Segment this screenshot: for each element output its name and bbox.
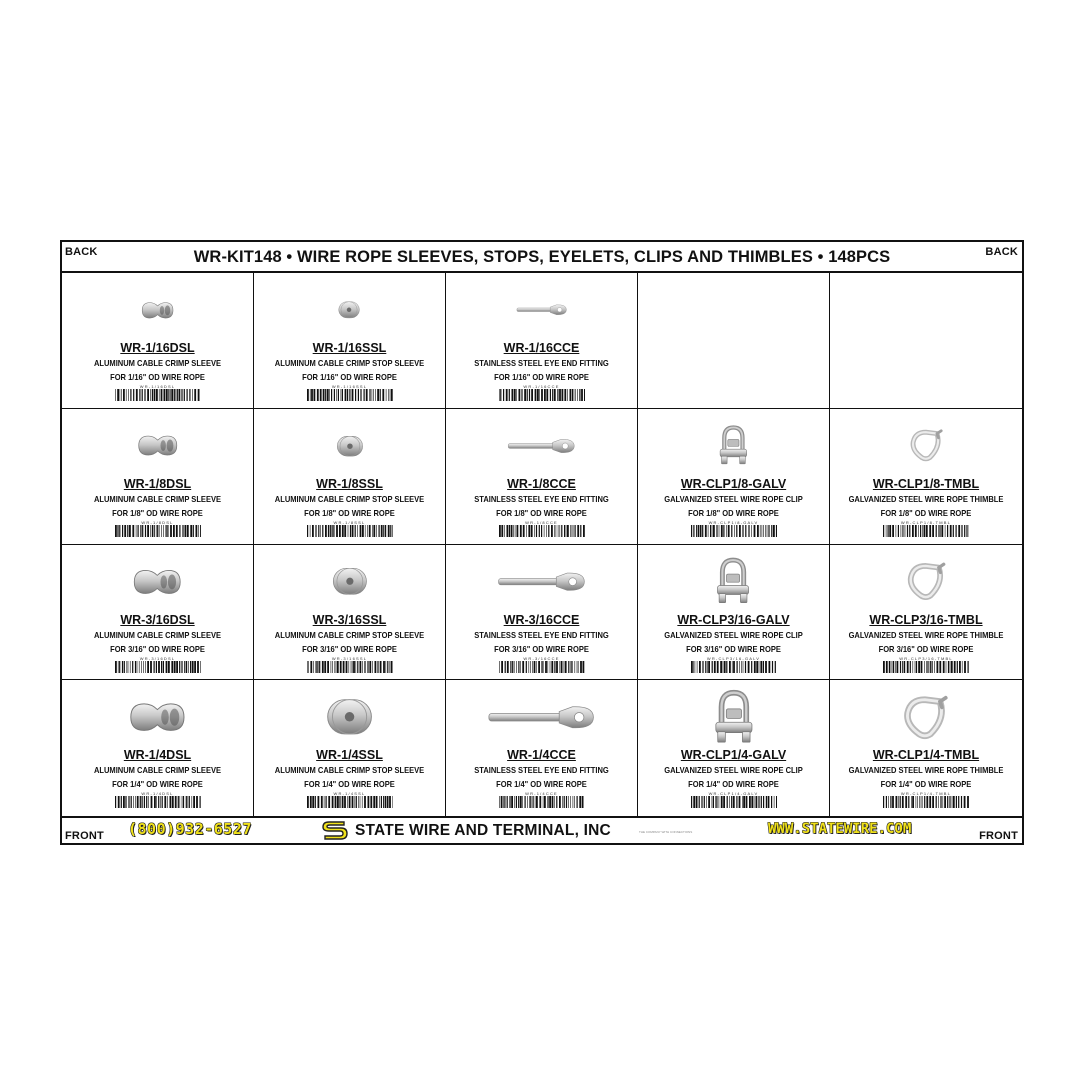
label-footer <box>62 816 1022 843</box>
empty-cell <box>830 273 1022 409</box>
product-cell <box>830 680 1022 816</box>
product-rope-size: FOR 1/16" OD WIRE ROPE <box>110 373 205 382</box>
product-picture <box>254 551 445 613</box>
product-rope-size: FOR 3/16" OD WIRE ROPE <box>110 644 205 654</box>
kit-label <box>60 240 1024 845</box>
product-cell <box>830 409 1022 545</box>
product-sku: WR-1/16SSL <box>312 341 387 355</box>
product-rope-size: FOR 1/4" OD WIRE ROPE <box>496 780 587 790</box>
product-description: ALUMINUM CABLE CRIMP SLEEVE <box>93 766 222 776</box>
product-description: ALUMINUM CABLE CRIMP STOP SLEEVE <box>274 359 425 368</box>
product-description: ALUMINUM CABLE CRIMP STOP SLEEVE <box>274 494 425 504</box>
product-rope-size: FOR 1/4" OD WIRE ROPE <box>112 780 203 790</box>
barcode-text: WR-CLP1/8-TMBL <box>900 519 952 525</box>
wire-rope-clip-icon <box>718 424 749 467</box>
product-grid <box>62 273 1022 816</box>
product-picture <box>254 686 445 748</box>
barcode-icon <box>883 525 969 537</box>
product-sku: WR-CLP1/8-TMBL <box>872 476 980 491</box>
product-cell <box>254 273 446 409</box>
product-description: GALVANIZED STEEL WIRE ROPE CLIP <box>664 630 803 640</box>
product-description: GALVANIZED STEEL WIRE ROPE CLIP <box>664 766 803 776</box>
barcode-text: WR-1/4DSL <box>141 791 174 797</box>
product-picture <box>830 686 1022 748</box>
product-picture <box>254 279 445 341</box>
product-sku: WR-1/8SSL <box>316 476 383 491</box>
product-cell <box>254 680 446 816</box>
product-sku: WR-3/16DSL <box>120 612 195 627</box>
stop-sleeve-icon <box>334 433 366 459</box>
website: WWW.STATEWIRE.COM <box>768 821 912 837</box>
product-description: ALUMINUM CABLE CRIMP SLEEVE <box>93 630 222 640</box>
product-picture <box>446 415 637 477</box>
product-picture <box>638 686 829 748</box>
product-rope-size: FOR 1/4" OD WIRE ROPE <box>688 780 779 790</box>
barcode-icon <box>499 661 585 673</box>
product-picture <box>62 551 253 613</box>
barcode-icon <box>883 661 969 673</box>
wire-rope-clip-icon <box>715 556 751 607</box>
barcode-text: WR-CLP3/16-GALV <box>706 655 761 661</box>
product-cell <box>446 680 638 816</box>
barcode-icon <box>115 389 201 401</box>
product-picture <box>62 686 253 748</box>
crimp-sleeve-icon <box>136 434 180 457</box>
product-rope-size: FOR 1/4" OD WIRE ROPE <box>304 780 395 790</box>
barcode-icon <box>307 796 393 808</box>
product-sku: WR-1/16CCE <box>503 341 580 355</box>
product-rope-size: FOR 3/16" OD WIRE ROPE <box>878 644 974 654</box>
product-sku: WR-1/4CCE <box>507 748 576 763</box>
product-sku: WR-1/4SSL <box>316 748 383 763</box>
product-description: STAINLESS STEEL EYE END FITTING <box>474 494 609 504</box>
barcode-icon <box>307 389 393 401</box>
product-sku: WR-CLP3/16-GALV <box>677 612 790 627</box>
barcode-text: WR-CLP1/4-GALV <box>708 791 759 797</box>
product-rope-size: FOR 1/16" OD WIRE ROPE <box>494 373 589 382</box>
barcode-text: WR-1/8CCE <box>525 519 558 525</box>
barcode-text: WR-1/16SSL <box>331 384 368 389</box>
product-description: GALVANIZED STEEL WIRE ROPE CLIP <box>664 494 803 504</box>
barcode-icon <box>307 661 393 673</box>
product-rope-size: FOR 1/8" OD WIRE ROPE <box>688 508 779 518</box>
company-name: STATE WIRE AND TERMINAL, INC <box>355 822 611 839</box>
product-picture <box>830 415 1022 477</box>
product-sku: WR-1/8DSL <box>123 476 192 491</box>
crimp-sleeve-icon <box>131 568 183 596</box>
barcode-icon <box>307 525 393 537</box>
product-cell <box>62 409 254 545</box>
product-cell <box>254 409 446 545</box>
barcode-text: WR-3/16DSL <box>139 655 176 661</box>
product-rope-size: FOR 1/8" OD WIRE ROPE <box>496 508 587 518</box>
barcode-icon <box>499 389 585 401</box>
product-sku: WR-3/16CCE <box>503 612 580 627</box>
product-sku: WR-CLP1/4-TMBL <box>872 748 980 763</box>
label-header <box>62 242 1022 273</box>
barcode-text: WR-3/16SSL <box>331 655 368 661</box>
product-description: GALVANIZED STEEL WIRE ROPE THIMBLE <box>848 494 1004 504</box>
product-picture <box>446 279 637 341</box>
barcode-icon <box>691 525 777 537</box>
company-logo-icon <box>320 819 350 841</box>
product-picture <box>62 279 253 341</box>
barcode-icon <box>115 661 201 673</box>
product-description: ALUMINUM CABLE CRIMP STOP SLEEVE <box>274 630 425 640</box>
product-sku: WR-CLP1/8-GALV <box>680 476 787 491</box>
stop-sleeve-icon <box>329 564 371 599</box>
product-sku: WR-1/4DSL <box>123 748 192 763</box>
front-marker-right: FRONT <box>979 830 1018 842</box>
company-tagline: THE COMPANY WITH CONNECTIONS <box>639 830 693 834</box>
product-rope-size: FOR 1/8" OD WIRE ROPE <box>304 508 395 518</box>
barcode-text: WR-1/4SSL <box>333 791 366 797</box>
phone-number: (800)932-6527 <box>128 820 252 838</box>
product-description: ALUMINUM CABLE CRIMP SLEEVE <box>93 359 222 368</box>
eye-end-icon <box>497 570 587 593</box>
barcode-text: WR-1/16CCE <box>523 384 560 389</box>
product-picture <box>830 551 1022 613</box>
barcode-icon <box>499 796 585 808</box>
product-description: ALUMINUM CABLE CRIMP STOP SLEEVE <box>274 766 425 776</box>
product-cell <box>62 545 254 681</box>
product-description: STAINLESS STEEL EYE END FITTING <box>474 359 609 368</box>
eye-end-icon <box>516 303 568 317</box>
barcode-icon <box>115 796 201 808</box>
product-cell <box>638 545 830 681</box>
product-picture <box>254 415 445 477</box>
empty-cell <box>638 273 830 409</box>
back-marker-right: BACK <box>985 246 1018 258</box>
barcode-text: WR-1/8DSL <box>141 519 174 525</box>
crimp-sleeve-icon <box>140 301 175 320</box>
product-sku: WR-CLP3/16-TMBL <box>869 612 983 627</box>
product-cell <box>446 545 638 681</box>
product-description: GALVANIZED STEEL WIRE ROPE THIMBLE <box>848 766 1004 776</box>
product-rope-size: FOR 3/16" OD WIRE ROPE <box>494 644 589 654</box>
product-cell <box>62 680 254 816</box>
product-description: GALVANIZED STEEL WIRE ROPE THIMBLE <box>848 630 1004 640</box>
product-cell <box>446 409 638 545</box>
front-marker-left: FRONT <box>65 830 104 842</box>
product-rope-size: FOR 1/16" OD WIRE ROPE <box>302 373 397 382</box>
barcode-text: WR-3/16CCE <box>523 655 560 661</box>
barcode-icon <box>883 796 969 808</box>
product-rope-size: FOR 3/16" OD WIRE ROPE <box>686 644 781 654</box>
product-sku: WR-CLP1/4-GALV <box>680 748 787 763</box>
product-rope-size: FOR 1/8" OD WIRE ROPE <box>112 508 203 518</box>
barcode-text: WR-CLP3/16-TMBL <box>899 655 953 661</box>
product-picture <box>638 551 829 613</box>
barcode-icon <box>115 525 201 537</box>
barcode-text: WR-1/16DSL <box>139 384 176 389</box>
product-cell <box>446 273 638 409</box>
crimp-sleeve-icon <box>127 701 188 733</box>
barcode-text: WR-CLP1/8-GALV <box>708 519 759 525</box>
product-rope-size: FOR 3/16" OD WIRE ROPE <box>302 644 397 654</box>
back-marker-left: BACK <box>65 246 98 258</box>
product-description: ALUMINUM CABLE CRIMP SLEEVE <box>93 494 222 504</box>
barcode-text: WR-1/4CCE <box>525 791 558 797</box>
product-description: STAINLESS STEEL EYE END FITTING <box>474 630 609 640</box>
thimble-icon <box>906 561 947 602</box>
product-rope-size: FOR 1/4" OD WIRE ROPE <box>880 780 972 790</box>
product-picture <box>638 415 829 477</box>
product-sku: WR-1/16DSL <box>120 341 195 355</box>
wire-rope-clip-icon <box>713 688 755 747</box>
barcode-text: WR-1/8SSL <box>333 519 366 525</box>
barcode-icon <box>691 661 777 673</box>
eye-end-icon <box>487 703 596 732</box>
kit-title: WR-KIT148 • WIRE ROPE SLEEVES, STOPS, EYELETS, CLIPS AND THIMBLES • 148PCS <box>193 248 891 266</box>
product-picture <box>446 686 637 748</box>
product-cell <box>254 545 446 681</box>
product-description: STAINLESS STEEL EYE END FITTING <box>474 766 609 776</box>
barcode-icon <box>691 796 777 808</box>
product-cell <box>830 545 1022 681</box>
product-cell <box>638 409 830 545</box>
product-picture <box>446 551 637 613</box>
product-picture <box>62 415 253 477</box>
stop-sleeve-icon <box>322 694 377 740</box>
eye-end-icon <box>507 437 576 455</box>
product-cell <box>62 273 254 409</box>
thimble-icon <box>909 428 944 463</box>
stop-sleeve-icon <box>336 299 362 321</box>
thimble-icon <box>902 694 950 742</box>
product-sku: WR-3/16SSL <box>312 612 387 627</box>
barcode-icon <box>499 525 585 537</box>
product-rope-size: FOR 1/8" OD WIRE ROPE <box>880 508 972 518</box>
barcode-text: WR-CLP1/4-TMBL <box>900 791 952 797</box>
product-cell <box>638 680 830 816</box>
product-sku: WR-1/8CCE <box>507 476 576 491</box>
